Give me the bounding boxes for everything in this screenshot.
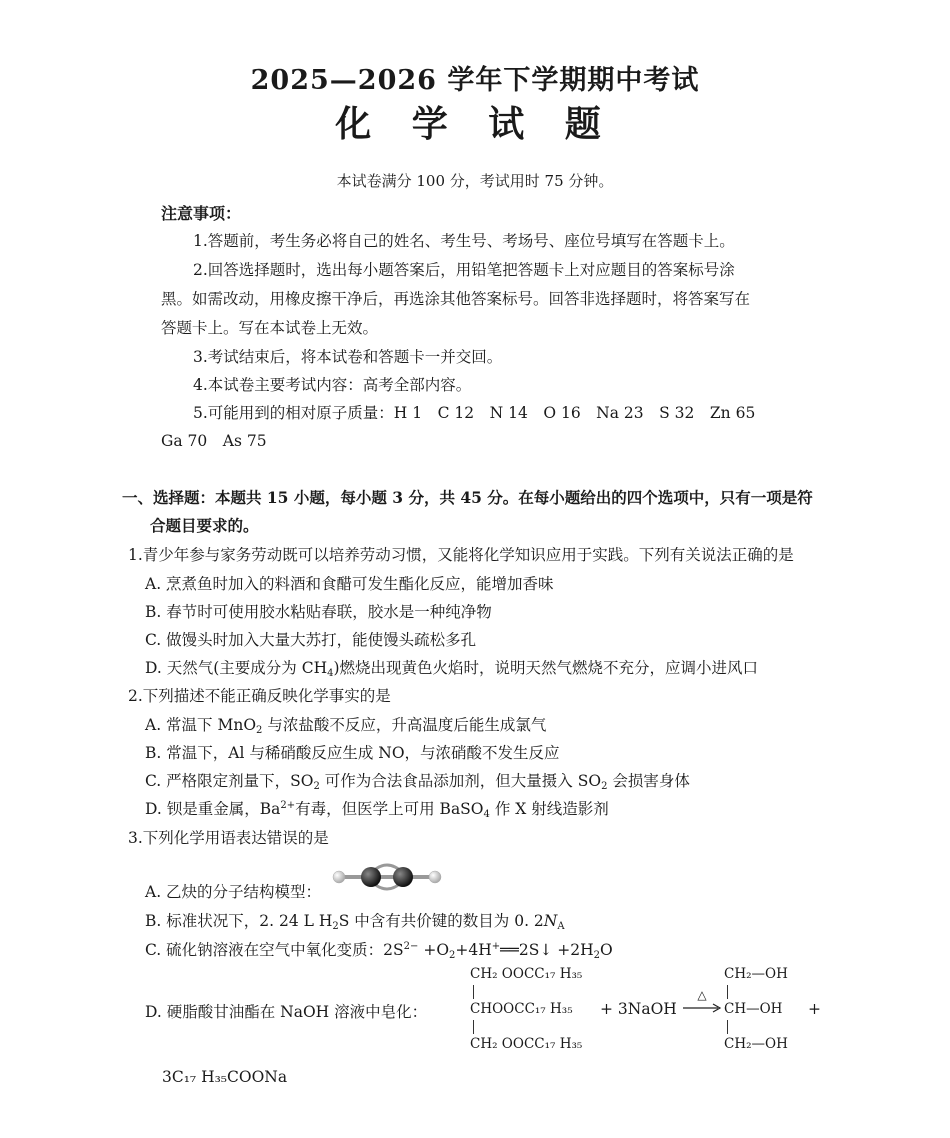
plus-sign: + [808,1000,821,1018]
q2-stem: 2.下列描述不能正确反映化学事实的是 [128,687,391,705]
glyceryl-stearate-row3: CH₂ OOCC₁₇ H₃₅ [470,1036,583,1052]
glycerol-row3: CH₂—OH [724,1036,788,1052]
glyceryl-stearate-row2: CHOOCC₁₇ H₃₅ [470,1001,573,1017]
glyceryl-stearate-row1: CH₂ OOCC₁₇ H₃₅ [470,966,583,982]
glycerol-row1: CH₂—OH [724,966,788,982]
bond-line-icon [473,1020,474,1034]
product-sodium-stearate: 3C₁₇ H₃₅COONa [162,1068,288,1086]
subject-title: 化 学 试 题 [335,103,615,145]
q2-option-b: B. 常温下，Al 与稀硝酸反应生成 NO，与浓硝酸不发生反应 [145,744,560,762]
exam-info: 本试卷满分 100 分，考试用时 75 分钟。 [336,172,614,190]
note-5-line2: Ga 70 As 75 [161,432,267,450]
exam-title: 2025—2026 学年下学期期中考试 [250,65,700,96]
q3-option-c: C. 硫化钠溶液在空气中氧化变质：$2S^{2-}$ $+O_2+4H^+══2S↓ +2H_2O$ [145,941,613,961]
note-5-line1: 5.可能用到的相对原子质量：H 1 C 12 N 14 O 16 Na 23 S 32 Zn 65 [193,404,756,422]
heat-condition: △ [697,988,707,1002]
q1-option-a: A. 烹煮鱼时加入的料酒和食醋可发生酯化反应，能增加香味 [145,575,554,593]
q3-stem: 3.下列化学用语表达错误的是 [128,829,329,847]
acetylene-ball-stick-model-icon [325,855,450,895]
note-4: 4.本试卷主要考试内容：高考全部内容。 [193,376,472,394]
reactant-naoh: + 3NaOH [600,1000,677,1018]
glycerol-row2: CH—OH [724,1001,783,1017]
q2-option-d: D. 钡是重金属，$Ba^{2+}$有毒，但医学上可用 BaSO$_4$ 作 X 射线造影剂 [145,800,609,820]
note-2-line1: 2.回答选择题时，选出每小题答案后，用铅笔把答题卡上对应题目的答案标号涂 [193,261,735,279]
q3-option-d-label: D. 硬脂酸甘油酯在 NaOH 溶液中皂化： [145,1003,428,1021]
note-2-line2: 黑。如需改动，用橡皮擦干净后，再选涂其他答案标号。回答非选择题时，将答案写在 [161,290,751,308]
bond-line-icon [727,985,728,999]
q1-option-c: C. 做馒头时加入大量大苏打，能使馒头疏松多孔 [145,631,477,649]
reaction-arrow-icon [682,1003,722,1013]
note-2-line3: 答题卡上。写在本试卷上无效。 [161,319,379,337]
note-1: 1.答题前，考生务必将自己的姓名、考生号、考场号、座位号填写在答题卡上。 [193,232,735,250]
q2-option-c: C. 严格限定剂量下，$SO_2$ 可作为合法食品添加剂，但大量摄入 $SO_2$ 会损害身体 [145,772,690,792]
bond-line-icon [727,1020,728,1034]
q3-option-a: A. 乙炔的分子结构模型： [145,883,322,901]
note-3: 3.考试结束后，将本试卷和答题卡一并交回。 [193,348,503,366]
q1-option-b: B. 春节时可使用胶水粘贴春联，胶水是一种纯净物 [145,603,492,621]
section-heading-line2: 合题目要求的。 [150,516,259,535]
q2-option-a: A. 常温下 MnO$_2$ 与浓盐酸不反应，升高温度后能生成氯气 [145,716,547,736]
q1-stem: 1.青少年参与家务劳动既可以培养劳动习惯，又能将化学知识应用于实践。下列有关说法正确的是 [128,546,794,564]
bond-line-icon [473,985,474,999]
section-heading-line1: 一、选择题：本题共 15 小题，每小题 3 分，共 45 分。在每小题给出的四个选项中，只有一项是符 [122,488,813,507]
q3-option-b: B. 标准状况下，2. 24 L $H_2S$ 中含有共价键的数目为 0. $2N_A$ [145,912,565,932]
q1-option-d: D. 天然气(主要成分为 $CH_4$)燃烧出现黄色火焰时，说明天然气燃烧不充分，应调小进风口 [145,659,759,679]
notes-heading: 注意事项： [161,204,242,223]
